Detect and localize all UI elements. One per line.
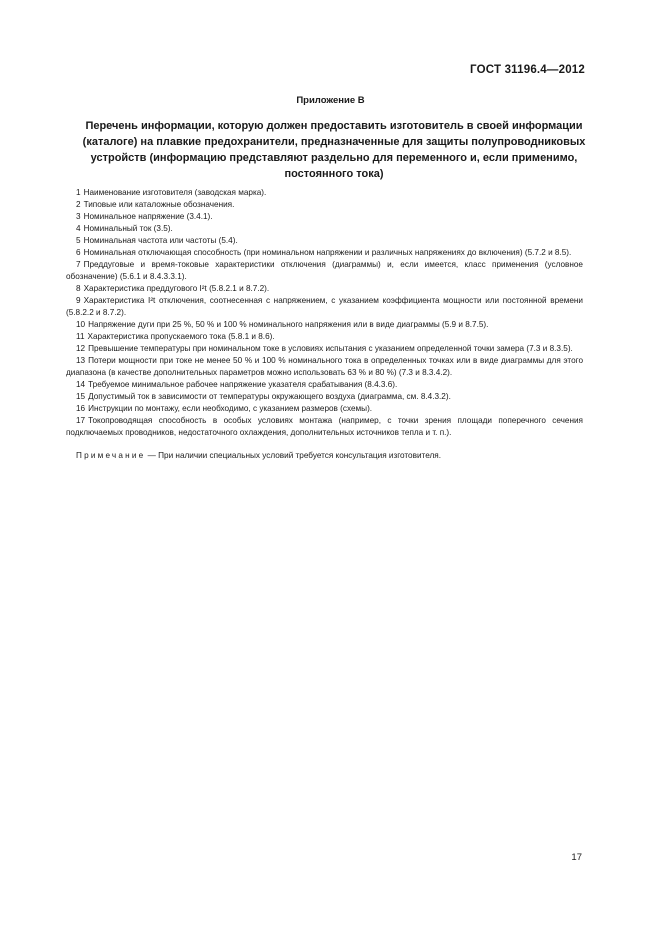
item-text: Номинальное напряжение (3.4.1). xyxy=(83,212,213,221)
page-number: 17 xyxy=(571,852,582,863)
document-title: Перечень информации, которую должен предоставить изготовитель в своей информации (каталоге) на плавкие предохранители, предназначенные для защиты полупроводниковых устройств (информацию представляют раздельно для переменного и, если применимо, постоянного тока) xyxy=(82,120,586,180)
list-item xyxy=(66,415,583,439)
list-item xyxy=(66,403,583,415)
list-item xyxy=(66,355,583,379)
item-text: Требуемое минимальное рабочее напряжение указателя срабатывания (8.4.3.6). xyxy=(88,380,398,389)
item-text: Номинальный ток (3.5). xyxy=(83,224,173,233)
list-item xyxy=(66,331,583,343)
item-text: Характеристика I²t отключения, соотнесенная с напряжением, с указанием коэффициента мощности или постоянной времени (5.8.2.2 и 8.7.2). xyxy=(66,296,583,317)
item-number: 2 xyxy=(76,200,81,209)
item-number: 6 xyxy=(76,248,81,257)
appendix-title: Приложение В xyxy=(296,95,365,106)
item-text: Характеристика пропускаемого тока (5.8.1 и 8.6). xyxy=(87,332,275,341)
list-item xyxy=(66,223,583,235)
list-item xyxy=(66,295,583,319)
item-text: Превышение температуры при номинальном токе в условиях испытания с указанием определенной точки замера (7.3 и 8.3.5). xyxy=(88,344,573,353)
item-text: Токопроводящая способность в особых условиях монтажа (например, с точки зрения площади поперечного сечения подключаемых проводников, недостаточного охлаждения, дополнительных источников тепла и т. п.). xyxy=(66,416,583,437)
item-number: 10 xyxy=(76,320,86,329)
item-text: Типовые или каталожные обозначения. xyxy=(83,200,235,209)
item-text: Потери мощности при токе не менее 50 % и 100 % номинального тока в определенных точках или в виде диаграммы для этого диапазона (в качестве дополнительных параметров можно использовать 63 % и 80 %) (7.3 и 8.3.4.2). xyxy=(66,356,583,377)
list-item xyxy=(66,259,583,283)
item-number: 13 xyxy=(76,356,86,365)
note xyxy=(66,450,583,462)
item-text: Инструкции по монтажу, если необходимо, с указанием размеров (схемы). xyxy=(88,404,373,413)
item-text: Допустимый ток в зависимости от температуры окружающего воздуха (диаграмма, см. 8.4.3.2). xyxy=(88,392,451,401)
item-number: 11 xyxy=(76,332,85,341)
list-item xyxy=(66,247,583,259)
item-number: 16 xyxy=(76,404,86,413)
list-item xyxy=(66,343,583,355)
item-text: Преддуговые и время-токовые характеристики отключения (диаграммы) и, если имеется, класс применения (условное обозначение) (5.6.1 и 8.4.3.3.1). xyxy=(66,260,583,281)
item-number: 1 xyxy=(76,188,81,197)
list-item xyxy=(66,187,583,199)
item-number: 9 xyxy=(76,296,81,305)
item-number: 3 xyxy=(76,212,81,221)
list-item xyxy=(66,211,583,223)
list-item xyxy=(66,199,583,211)
item-number: 4 xyxy=(76,224,81,233)
item-text: Наименование изготовителя (заводская марка). xyxy=(83,188,267,197)
item-number: 14 xyxy=(76,380,86,389)
list-item xyxy=(66,319,583,331)
item-text: Номинальная отключающая способность (при номинальном напряжении и различных напряжениях до включения) (5.7.2 и 8.5). xyxy=(83,248,572,257)
list-item xyxy=(66,235,583,247)
item-number: 15 xyxy=(76,392,86,401)
information-list xyxy=(66,187,583,462)
item-text: Номинальная частота или частоты (5.4). xyxy=(83,236,238,245)
item-number: 12 xyxy=(76,344,86,353)
list-item xyxy=(66,391,583,403)
item-text: Напряжение дуги при 25 %, 50 % и 100 % номинального напряжения или в виде диаграммы (5.9 и 8.7.5). xyxy=(88,320,489,329)
list-item xyxy=(66,283,583,295)
standard-designation: ГОСТ 31196.4—2012 xyxy=(470,64,585,76)
note-label: Примечание xyxy=(76,451,146,460)
item-number: 7 xyxy=(76,260,81,269)
item-number: 8 xyxy=(76,284,81,293)
item-number: 5 xyxy=(76,236,81,245)
item-number: 17 xyxy=(76,416,86,425)
item-text: Характеристика преддугового I²t (5.8.2.1 и 8.7.2). xyxy=(83,284,270,293)
list-item xyxy=(66,379,583,391)
note-text: — При наличии специальных условий требуется консультация изготовителя. xyxy=(147,451,441,460)
